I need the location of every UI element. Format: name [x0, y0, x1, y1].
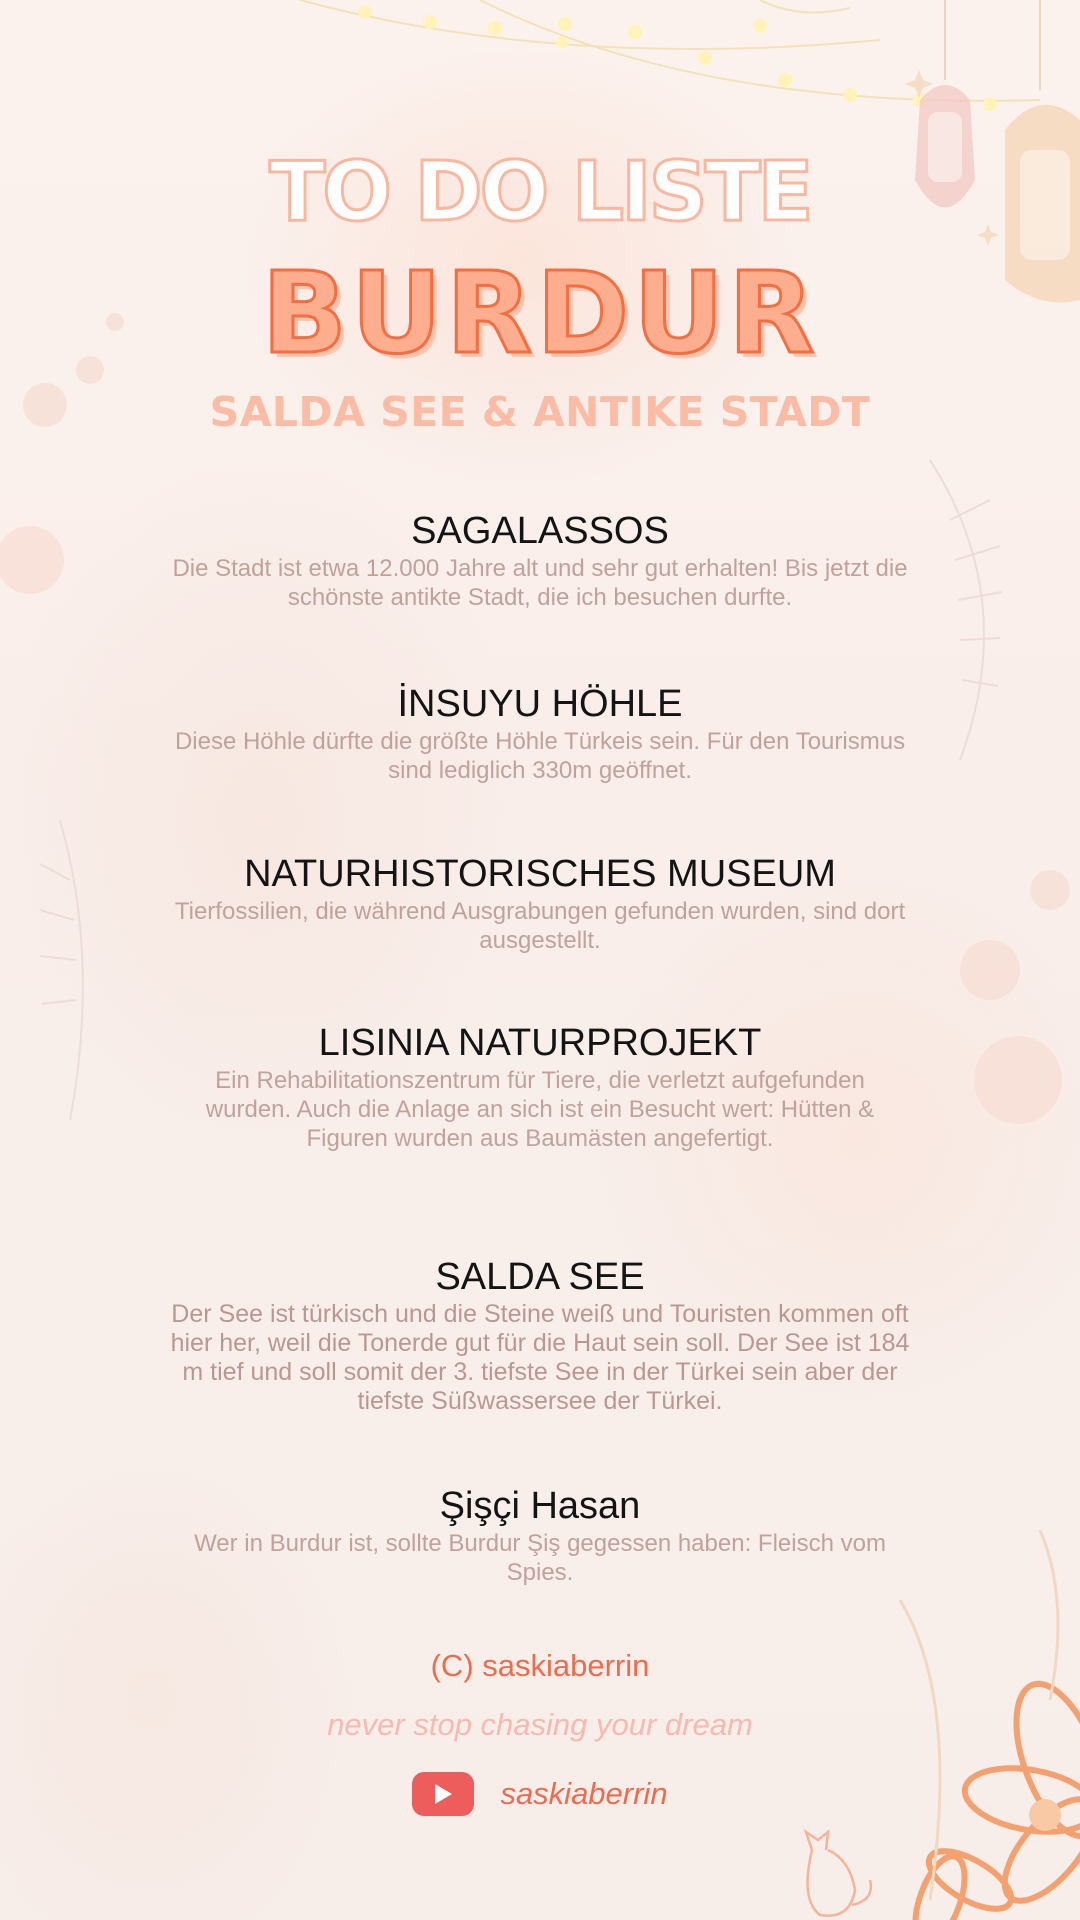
item-title: Şişçi Hasan: [439, 1485, 641, 1527]
item-description: Ein Rehabilitationszentrum für Tiere, die verletzt aufgefunden wurden. Auch die Anlage an sich ist ein Besucht wert: Hütten & Figuren wurden aus Baumästen angefertigt.: [205, 1067, 875, 1152]
list-item: [160, 1256, 920, 1416]
list-item: [160, 510, 920, 612]
list-item: [160, 1485, 920, 1587]
item-title: SAGALASSOS: [411, 510, 669, 552]
title-subtitle: SALDA SEE & ANTIKE STADT: [209, 388, 871, 436]
title-line-1: TO DO LISTE: [269, 145, 811, 240]
item-description: Der See ist türkisch und die Steine weiß und Touristen kommen oft hier her, weil die Tonerde gut für die Haut sein soll. Der See ist 184 m tief und soll somit der 3. tiefste See in der Türkei sein aber der tiefste Süßwassersee der Türkei.: [170, 1300, 910, 1415]
youtube-channel-link[interactable]: [0, 1772, 1080, 1816]
list-item: [160, 683, 920, 785]
list-item: [185, 1022, 895, 1153]
title-city: BURDUR: [261, 249, 819, 379]
item-description: Die Stadt ist etwa 12.000 Jahre alt und sehr gut erhalten! Bis jetzt die schönste antikte Stadt, die ich besuchen durfte.: [172, 555, 908, 611]
item-description: Wer in Burdur ist, sollte Burdur Şiş gegessen haben: Fleisch vom Spies.: [194, 1530, 886, 1586]
item-title: NATURHISTORISCHES MUSEUM: [244, 853, 836, 895]
list-item: [160, 853, 920, 955]
item-description: Diese Höhle dürfte die größte Höhle Türkeis sein. Für den Tourismus sind lediglich 330m geöffnet.: [174, 728, 906, 784]
item-title: SALDA SEE: [435, 1256, 645, 1298]
play-icon: [432, 1782, 454, 1806]
channel-name[interactable]: saskiaberrin: [500, 1776, 668, 1811]
item-description: Tierfossilien, die während Ausgrabungen gefunden wurden, sind dort ausgestellt.: [174, 898, 906, 954]
copyright-text: (C) saskiaberrin: [430, 1648, 650, 1683]
item-title: İNSUYU HÖHLE: [397, 683, 683, 725]
slogan-text: never stop chasing your dream: [327, 1707, 753, 1742]
youtube-icon[interactable]: [412, 1772, 474, 1816]
item-title: LISINIA NATURPROJEKT: [318, 1022, 762, 1064]
